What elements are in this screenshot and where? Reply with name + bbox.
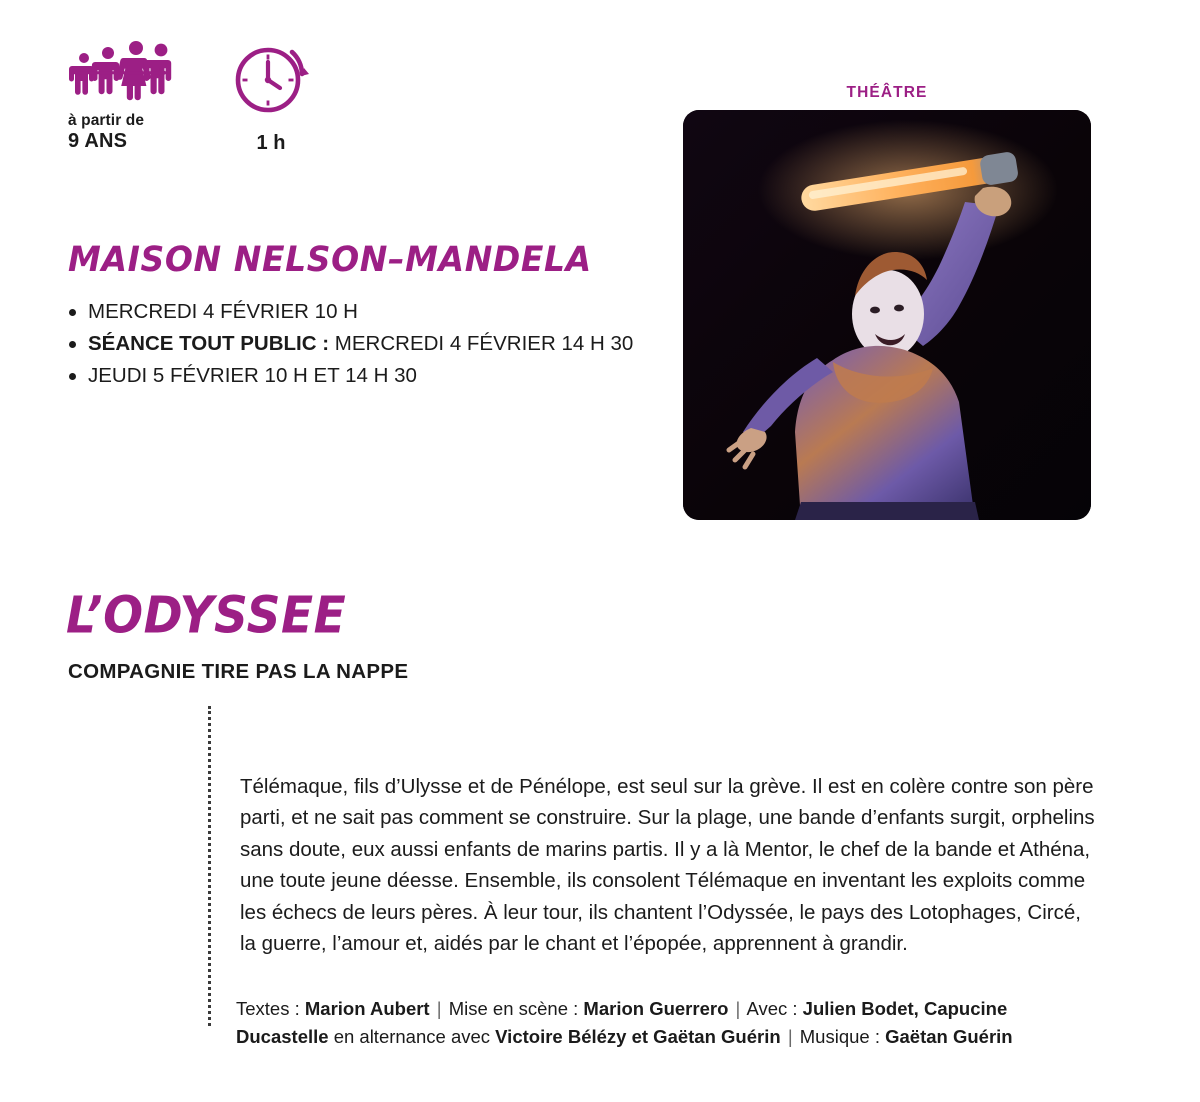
duration-caption: 1 h [256,132,286,154]
show-title: L’ODYSSEE [66,586,347,646]
credits-separator-3: | [787,1025,793,1047]
show-description: Télémaque, fils d’Ulysse et de Pénélope, est seul sur la grève. Il est en colère contre son père parti, et ne sait pas comment se construire. Sur la plage, une bande d’enfants surgit, orphelins sans doute, eux aussi enfants de marins partis. Il y a là Mentor, le chef de la bande et Athéna, une toute jeune déesse. Ensemble, ils consolent Télémaque en inventant les exploits comme les échecs de leurs pères. À leur tour, ils chantent l’Odyssée, le pays des Lotophages, Circé, la guerre, l’amour et, aidés par le chant et l’épopée, apprennent à grandir. [240,774,1095,955]
show-photo [683,110,1091,520]
show-credits [236,995,1096,1051]
credits-label-avec: Avec : [746,997,798,1019]
date-text-2: JEUDI 5 FÉVRIER 10 H ET 14 H 30 [88,364,417,387]
credits-separator-1: | [436,997,442,1019]
performance-date-list [68,296,633,392]
credits-value-mise: Marion Guerrero [583,997,729,1019]
clock-icon [228,38,314,120]
age-info-block [68,38,176,154]
date-text-0: MERCREDI 4 FÉVRIER 10 H [88,300,358,323]
info-icon-row [68,38,314,155]
credits-value-musique: Gaëtan Guérin [885,1025,1013,1047]
performer-photo-art [683,110,1091,520]
venue-title: MAISON NELSON–MANDELA [68,238,592,280]
date-text-1: MERCREDI 4 FÉVRIER 14 H 30 [334,332,634,355]
dotted-divider [208,706,211,1026]
family-group-icon [68,38,176,106]
age-caption-small: à partir de [68,112,145,129]
credits-value-avec: Julien Bodet, Capucine Ducastelle [236,997,1008,1047]
date-item-0 [68,296,633,328]
credits-label-textes: Textes : [236,997,300,1019]
credits-alternance-text: en alternance avec [333,1025,491,1047]
credits-value-textes: Marion Aubert [304,997,430,1019]
credits-alternance-names: Victoire Bélézy et Gaëtan Guérin [495,1025,781,1047]
age-caption-large: 9 ANS [68,130,128,153]
credits-label-musique: Musique : [799,1025,880,1047]
date-item-1 [68,328,633,360]
date-lead-1: SÉANCE TOUT PUBLIC : [88,332,330,355]
credits-separator-2: | [735,997,741,1019]
duration-info-block [228,38,314,155]
age-caption [68,112,144,154]
company-name: COMPAGNIE TIRE PAS LA NAPPE [68,660,409,683]
date-item-2 [68,360,633,392]
credits-label-mise: Mise en scène : [448,997,579,1019]
category-label: THÉÂTRE [846,84,928,101]
